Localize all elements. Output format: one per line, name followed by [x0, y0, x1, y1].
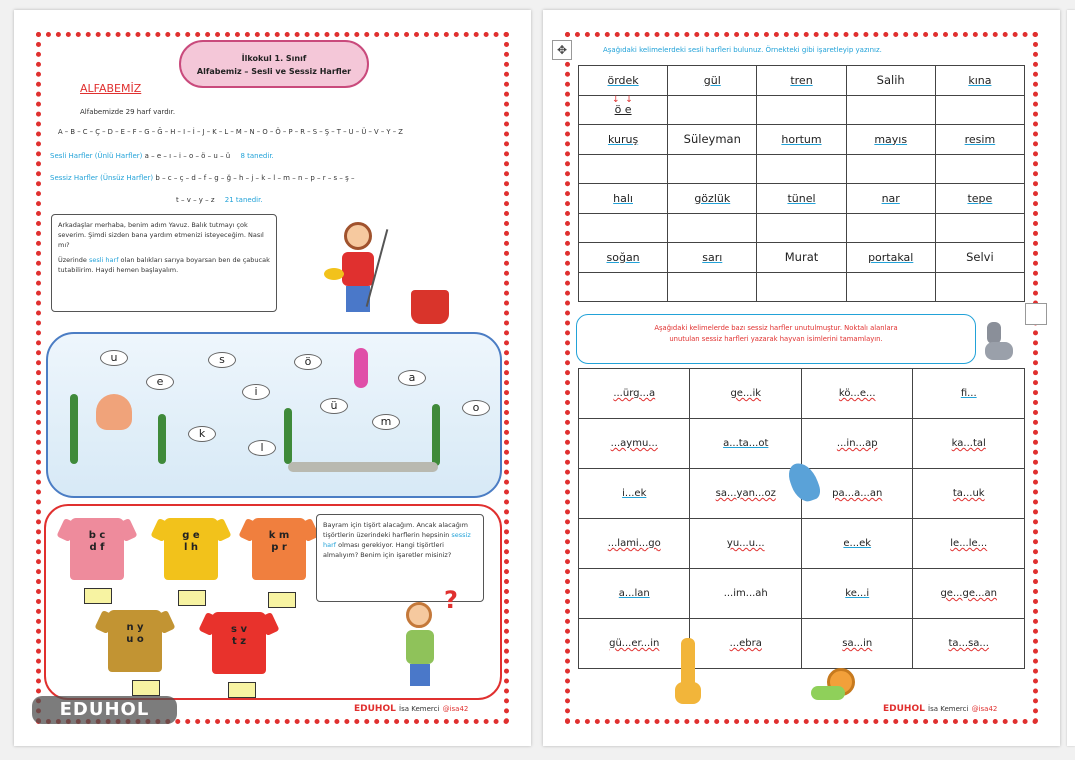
answer-cell[interactable] — [846, 154, 935, 184]
bubble2-a: Bayram için tişört alacağım. Ancak alacağım tişörtlerin üzerindeki harflerin hepsinin — [323, 521, 468, 539]
footer-logo — [883, 704, 997, 714]
fish-letter[interactable]: l — [248, 440, 276, 456]
bubble2-highlight: sessiz harf — [323, 531, 471, 549]
fish-bucket-icon — [411, 290, 449, 324]
seaweed-icon — [432, 404, 440, 466]
alphabet-note: Alfabemizde 29 harf vardır. — [80, 108, 176, 116]
vowel-words-table — [578, 65, 1025, 302]
answer-checkbox[interactable] — [84, 588, 112, 604]
tshirt-letters: t z — [231, 636, 247, 647]
animal-cell[interactable]: ...ürg...a — [579, 369, 690, 419]
thinking-boy-illustration — [398, 602, 442, 692]
worksheet-page-1 — [14, 10, 531, 746]
answer-cell[interactable] — [846, 213, 935, 243]
answer-cell[interactable] — [579, 154, 668, 184]
answer-cell[interactable] — [668, 95, 757, 125]
tshirt — [70, 518, 124, 580]
consonants-row-2 — [176, 196, 263, 204]
answer-checkbox[interactable] — [228, 682, 256, 698]
answer-checkbox[interactable] — [132, 680, 160, 696]
answer-cell[interactable] — [846, 95, 935, 125]
fish-letter[interactable]: a — [398, 370, 426, 386]
next-page-edge — [1067, 10, 1075, 746]
footer-logo-text: EDUHOL — [354, 704, 396, 714]
tshirt-letters: p r — [271, 542, 287, 553]
footer-handle: @isa42 — [442, 705, 469, 713]
answer-cell[interactable] — [579, 213, 668, 243]
pebbles-icon — [288, 462, 438, 472]
answer-checkbox[interactable] — [268, 592, 296, 608]
alphabet-title: ALFABEMİZ — [80, 82, 142, 95]
resize-handle[interactable] — [1025, 303, 1047, 325]
answer-cell[interactable] — [935, 272, 1024, 302]
footer-logo-text: EDUHOL — [883, 704, 925, 714]
answer-cell[interactable] — [579, 272, 668, 302]
footer-handle: @isa42 — [971, 705, 998, 713]
animal-cell[interactable]: ...im...ah — [690, 569, 802, 619]
worksheet-title: Alfabemiz – Sesli ve Sessiz Harfler — [196, 67, 352, 76]
fish-letter[interactable]: e — [146, 374, 174, 390]
answer-cell[interactable] — [757, 272, 846, 302]
footer-logo — [354, 704, 468, 714]
answer-cell[interactable] — [757, 154, 846, 184]
question-mark-icon: ? — [444, 586, 458, 614]
animal-cell[interactable]: ge...ik — [690, 369, 802, 419]
bubble-intro: Arkadaşlar merhaba, benim adım Yavuz. Balık tutmayı çok severim. Şimdi sizden bana yardım etmenizi isteyeceğim. Nasıl mı? — [58, 221, 264, 249]
word-cell: portakal — [846, 243, 935, 273]
word-cell: mayıs — [846, 125, 935, 155]
answer-cell[interactable] — [757, 213, 846, 243]
vowels-label: Sesli Harfler (Ünlü Harfler) — [50, 152, 143, 160]
word-cell: tünel — [757, 184, 846, 214]
vowels-letters: a – e – ı – i – o – ö – u – ü — [144, 152, 231, 160]
animal-cell[interactable]: sa...in — [802, 619, 913, 669]
animal-cell[interactable]: ...in...ap — [802, 419, 913, 469]
animal-cell[interactable]: ta...uk — [913, 469, 1025, 519]
answer-cell[interactable] — [935, 154, 1024, 184]
animal-cell[interactable]: ta...sa... — [913, 619, 1025, 669]
tshirt-letters: u o — [126, 634, 144, 645]
answer-cell[interactable] — [757, 95, 846, 125]
word-cell: Süleyman — [668, 125, 757, 155]
grade-label: İlkokul 1. Sınıf — [241, 54, 307, 63]
instruction-vowels: Aşağıdaki kelimelerdeki sesli harfleri bulunuz. Örnekteki gibi işaretleyip yazınız. — [603, 46, 882, 54]
fish-letter[interactable]: o — [462, 400, 490, 416]
word-cell: Salih — [846, 66, 935, 96]
word-cell: tren — [757, 66, 846, 96]
table-move-handle-icon[interactable]: ✥ — [552, 40, 572, 60]
tshirt-letters: n y — [126, 622, 144, 633]
word-cell: sarı — [668, 243, 757, 273]
tshirt — [108, 610, 162, 672]
answer-cell[interactable] — [668, 154, 757, 184]
vowels-row — [50, 152, 274, 160]
word-cell: hortum — [757, 125, 846, 155]
word-cell: resim — [935, 125, 1024, 155]
word-cell: gözlük — [668, 184, 757, 214]
animal-cell[interactable]: a...ta...ot — [690, 419, 802, 469]
speech-bubble-shopper — [316, 514, 484, 602]
consonants-letters-2: t – v – y – z — [176, 196, 215, 204]
seaweed-icon — [70, 394, 78, 464]
giraffe-icon — [673, 638, 703, 708]
fish-letter[interactable]: ü — [320, 398, 348, 414]
fish-letter[interactable]: u — [100, 350, 128, 366]
answer-cell[interactable] — [935, 95, 1024, 125]
consonants-letters: b – c – ç – d – f – g – ğ – h – j – k – l – m – n – p – r – s – ş – — [155, 174, 355, 182]
answer-cell[interactable] — [668, 213, 757, 243]
animal-cell[interactable]: yu...u... — [690, 519, 802, 569]
eduhol-watermark: EDUHOL — [32, 696, 177, 724]
tshirt-letters: s v — [231, 624, 247, 635]
worksheet-page-2 — [543, 10, 1060, 746]
footer-author: İsa Kemerci — [928, 705, 969, 713]
consonants-count: 21 tanedir. — [224, 196, 263, 204]
animal-cell[interactable]: a...lan — [579, 569, 690, 619]
consonants-row — [50, 174, 355, 182]
animal-cell[interactable]: le...le... — [913, 519, 1025, 569]
animal-cell[interactable]: ke...i — [802, 569, 913, 619]
animal-cell[interactable]: sa...yan...oz — [690, 469, 802, 519]
tshirt-activity-area — [44, 504, 502, 700]
tshirt-letters: d f — [89, 542, 105, 553]
snail-icon — [811, 666, 857, 704]
alphabet-letters: A – B – C – Ç – D – E – F – G – Ğ – H – I – İ – J – K – L – M – N – O – Ö – P – R – S – Ş – T – U – Ü – V – Y – Z — [58, 128, 403, 136]
fish-letter[interactable]: i — [242, 384, 270, 400]
worksheet-header — [179, 40, 369, 88]
tshirt-letters: l h — [183, 542, 199, 553]
seaweed-icon — [158, 414, 166, 464]
instruction-consonants-line1: Aşağıdaki kelimelerde bazı sessiz harfler unutulmuştur. Noktalı alanlara — [654, 324, 898, 332]
example-arrows-icon: ↓ ↓ — [612, 95, 633, 105]
word-cell: nar — [846, 184, 935, 214]
vowels-count: 8 tanedir. — [240, 152, 274, 160]
tshirt — [212, 612, 266, 674]
answer-cell[interactable]: ö e — [579, 95, 668, 125]
word-cell: kına — [935, 66, 1024, 96]
donkey-icon — [981, 322, 1015, 368]
answer-cell[interactable] — [846, 272, 935, 302]
tshirt-letters: b c — [88, 530, 106, 541]
animal-cell[interactable]: fi... — [913, 369, 1025, 419]
fish-letter[interactable]: ö — [294, 354, 322, 370]
animal-cell[interactable]: ...aymu... — [579, 419, 690, 469]
animal-cell[interactable]: ka...tal — [913, 419, 1025, 469]
seaweed-icon — [284, 408, 292, 464]
animal-cell[interactable]: gü...er...in — [579, 619, 690, 669]
fish-letter[interactable]: m — [372, 414, 400, 430]
speech-bubble-fisher — [51, 214, 277, 312]
animal-cell[interactable]: ge...ge...an — [913, 569, 1025, 619]
fish-letter[interactable]: k — [188, 426, 216, 442]
word-cell: gül — [668, 66, 757, 96]
word-cell: kuruş — [579, 125, 668, 155]
speech-bubble-donkey — [576, 314, 976, 364]
instruction-consonants-line2: unutulan sessiz harfleri yazarak hayvan isimlerini tamamlayın. — [669, 335, 883, 343]
word-cell: Murat — [757, 243, 846, 273]
bubble2-c: olması gerekiyor. Hangi tişörtleri almalıyım? Benim için işaretler misiniz? — [323, 541, 452, 559]
animal-cell[interactable]: pa...a...an — [802, 469, 913, 519]
bubble-task-c: olan balıkları sarıya boyarsan ben de çabucak tutabilirim. Haydi hemen başlayalım. — [58, 256, 270, 274]
word-cell: ördek — [579, 66, 668, 96]
tshirt-letters: k m — [268, 530, 290, 541]
answer-checkbox[interactable] — [178, 590, 206, 606]
consonants-label: Sessiz Harfler (Ünsüz Harfler) — [50, 174, 154, 182]
animal-cell[interactable]: i...ek — [579, 469, 690, 519]
animal-names-table — [578, 368, 1025, 669]
fish-coloring-area — [46, 332, 502, 498]
animal-cell[interactable]: ...lami...go — [579, 519, 690, 569]
word-cell: Selvi — [935, 243, 1024, 273]
animal-cell[interactable]: ...ebra — [690, 619, 802, 669]
word-cell: halı — [579, 184, 668, 214]
answer-cell[interactable] — [935, 213, 1024, 243]
fisher-boy-illustration — [324, 222, 384, 328]
word-cell: soğan — [579, 243, 668, 273]
bubble-task-highlight: sesli harf — [88, 256, 119, 264]
answer-cell[interactable] — [668, 272, 757, 302]
tshirt — [164, 518, 218, 580]
footer-author: İsa Kemerci — [399, 705, 440, 713]
tshirt-letters: g e — [182, 530, 200, 541]
tshirt — [252, 518, 306, 580]
octopus-icon — [96, 394, 132, 430]
fish-letter[interactable]: s — [208, 352, 236, 368]
bubble-task — [58, 255, 270, 275]
word-cell: tepe — [935, 184, 1024, 214]
seahorse-icon — [354, 348, 368, 388]
bubble-task-a: Üzerinde — [58, 256, 89, 264]
animal-cell[interactable]: e...ek — [802, 519, 913, 569]
animal-cell[interactable]: kö...e... — [802, 369, 913, 419]
